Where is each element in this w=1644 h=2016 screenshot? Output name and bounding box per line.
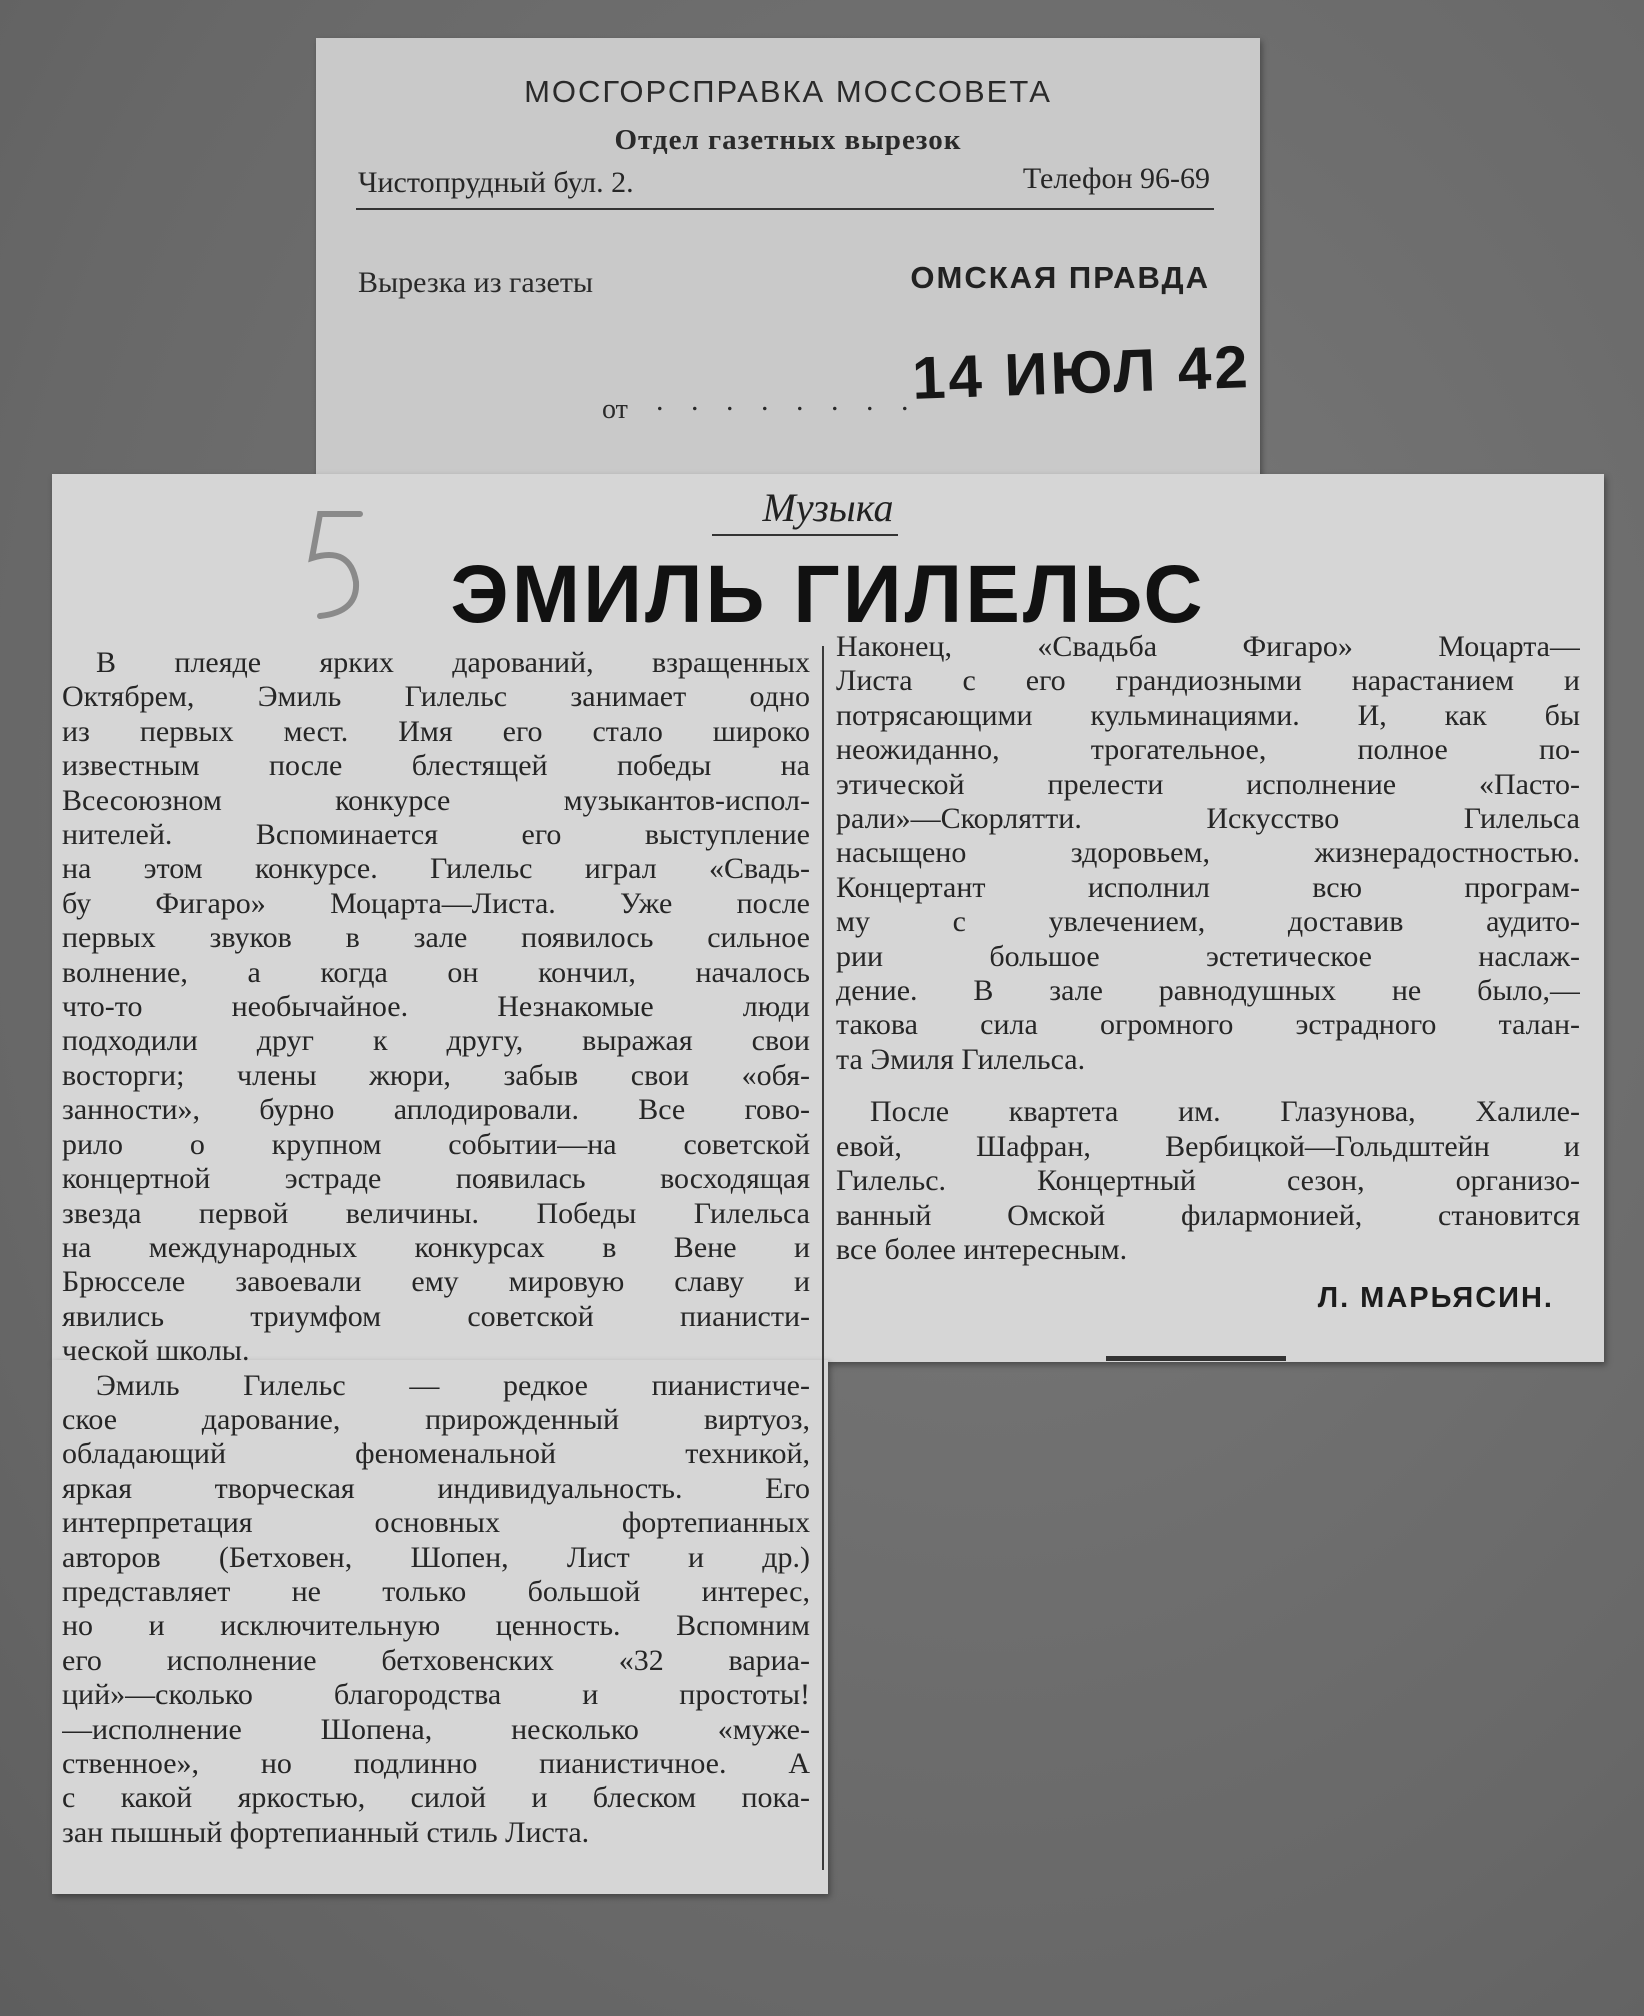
slip-from-label: от (602, 394, 628, 425)
article-text-line: первых звуков в зале появилось сильное (62, 921, 810, 955)
article-text-line: Всесоюзном конкурсе музыкантов-испол- (62, 783, 810, 817)
article-text-line: насыщено здоровьем, жизнерадостностью. (836, 836, 1580, 870)
rubric-underline (712, 534, 898, 536)
article-text-line: концертной эстраде появилась восходящая (62, 1162, 810, 1196)
article-byline: Л. МАРЬЯСИН. (1317, 1282, 1554, 1314)
article-text-line: такова сила огромного эстрадного талан- (836, 1008, 1580, 1042)
article-text-line: бу Фигаро» Моцарта—Листа. Уже после (62, 886, 810, 920)
slip-organization: МОСГОРСПРАВКА МОССОВЕТА (524, 74, 1052, 109)
article-text-line: —исполнение Шопена, несколько «муже- (62, 1712, 810, 1746)
article-text-line: этической прелести исполнение «Пасто- (836, 767, 1580, 801)
article-text-line: После квартета им. Глазунова, Халиле- (870, 1095, 1580, 1129)
slip-phone: Телефон 96-69 (1022, 162, 1210, 195)
article-text-line: из первых мест. Имя его стало широко (62, 714, 810, 748)
slip-divider (356, 208, 1214, 210)
article-text-line: потрясающими кульминациями. И, как бы (836, 698, 1580, 732)
article-text-line: интерпретация основных фортепианных (62, 1506, 810, 1540)
article-text-line: му с увлечением, доставив аудито- (836, 905, 1580, 939)
article-text-line: с какой яркостью, силой и блеском пока- (62, 1781, 810, 1815)
article-text-line: нителей. Вспоминается его выступление (62, 818, 810, 852)
article-text-line: явились триумфом советской пианисти- (62, 1299, 810, 1333)
article-text-line: его исполнение бетховенских «32 вариа- (62, 1643, 810, 1677)
article-text-line: Гилельс. Концертный сезон, организо- (836, 1164, 1580, 1198)
slip-content (316, 38, 1260, 498)
article-text-line: евой, Шафран, Вербицкой—Гольдштейн и (836, 1129, 1580, 1163)
article-text-line: подходили друг к другу, выражая свои (62, 1024, 810, 1058)
article-text-line: на этом конкурсе. Гилельс играл «Свадь- (62, 852, 810, 886)
article-text-line: дение. В зале равнодушных не было,— (836, 974, 1580, 1008)
slip-cut-label: Вырезка из газеты (358, 266, 594, 299)
article-text-line: представляет не только большой интерес, (62, 1574, 810, 1608)
slip-department: Отдел газетных вырезок (614, 124, 962, 156)
article-text-line: но и исключительную ценность. Вспомним (62, 1609, 810, 1643)
article-headline: ЭМИЛЬ ГИЛЕЛЬС (450, 549, 1206, 640)
article-text-line: рило о крупном событии—на советской (62, 1127, 810, 1161)
article-text-line: Брюсселе завоевали ему мировую славу и (62, 1265, 810, 1299)
slip-newspaper-name: ОМСКАЯ ПРАВДА (910, 260, 1210, 295)
article-text-line: зан пышный фортепианный стиль Листа. (62, 1815, 590, 1849)
article-text-line: та Эмиля Гилельса. (836, 1042, 1086, 1076)
article-text-line: восторги; члены жюри, забыв свои «обя- (62, 1058, 810, 1092)
article-text-line: неожиданно, трогательное, полное по- (836, 733, 1580, 767)
article-text-line: Эмиль Гилельс — редкое пианистиче- (96, 1368, 810, 1402)
article-text-line: авторов (Бетховен, Шопен, Лист и др.) (62, 1540, 810, 1574)
article-text-line: В плеяде ярких дарований, взращенных (96, 646, 810, 679)
article-text-line: на международных конкурсах в Вене и (62, 1230, 810, 1264)
article-right-column (836, 630, 1580, 1267)
article-text-line: обладающий феноменальной техникой, (62, 1437, 810, 1471)
article-text-line: все более интересным. (836, 1232, 1128, 1266)
article-text-line: Концертант исполнил всю програм- (836, 870, 1580, 904)
date-stamp: 14 ИЮЛ 42 (910, 333, 1252, 412)
article-text-line: занности», бурно аплодировали. Все гово- (62, 1093, 810, 1127)
article-text-line: известным после блестящей победы на (62, 749, 810, 783)
slip-date-dots: . . . . . . . . (656, 384, 919, 417)
slip-address: Чистопрудный бул. 2. (358, 166, 634, 199)
article-text-line: ственное», но подлинно пианистичное. А (62, 1747, 810, 1780)
article-text-line: волнение, а когда он кончил, началось (62, 955, 810, 989)
article-text-line: яркая творческая индивидуальность. Его (62, 1471, 810, 1505)
article-text-line: ческой школы. (62, 1334, 250, 1368)
article-text-line: ций»—сколько благородства и простоты! (62, 1678, 810, 1712)
article-text-line: Наконец, «Свадьба Фигаро» Моцарта— (836, 630, 1580, 663)
article-text-line: что-то необычайное. Незнакомые люди (62, 990, 810, 1024)
article-text-line: ванный Омской филармонией, становится (836, 1198, 1580, 1232)
article-rubric: Музыка (762, 485, 894, 530)
article-text-line: Листа с его грандиозными нарастанием и (836, 664, 1580, 698)
article-text-line: звезда первой величины. Победы Гилельса (62, 1196, 810, 1230)
article-left-column (62, 646, 810, 1850)
column-divider (822, 646, 824, 1870)
article-text-line: рии большое эстетическое наслаж- (836, 939, 1580, 973)
closing-rule (1106, 1356, 1286, 1361)
article-text-line: рали»—Скорлятти. Искусство Гилельса (836, 802, 1580, 836)
article-text-line: ское дарование, прирожденный виртуоз, (62, 1402, 810, 1436)
article-text-line: Октябрем, Эмиль Гилельс занимает одно (62, 680, 810, 714)
